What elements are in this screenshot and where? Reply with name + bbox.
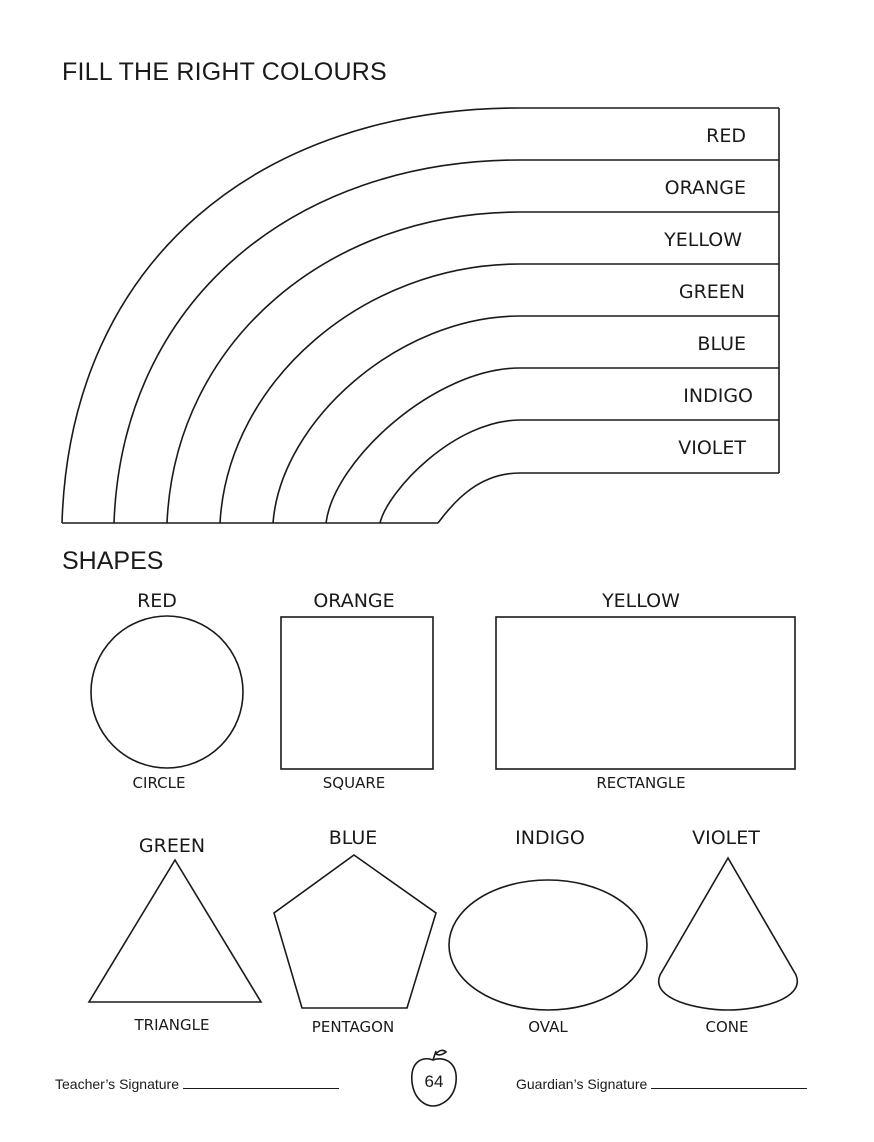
teacher-signature-label: Teacher’s Signature <box>55 1076 180 1092</box>
teacher-signature-line[interactable] <box>183 1076 339 1089</box>
oval-name-label: OVAL <box>528 1018 568 1036</box>
rectangle-colour-label: YELLOW <box>602 590 680 612</box>
triangle-name-label: TRIANGLE <box>134 1016 210 1034</box>
page-number: 64 <box>424 1072 444 1091</box>
guardian-signature-line[interactable] <box>651 1076 807 1089</box>
band-label-orange: ORANGE <box>664 177 746 199</box>
cone-name-label: CONE <box>705 1018 749 1036</box>
pentagon-name-label: PENTAGON <box>311 1018 395 1036</box>
guardian-signature-label: Guardian’s Signature <box>516 1076 648 1092</box>
oval-colour-label: INDIGO <box>515 827 585 849</box>
square-name-label: SQUARE <box>322 774 386 792</box>
circle-colour-label: RED <box>137 590 177 612</box>
rainbow-arc-inner <box>438 473 779 523</box>
pentagon-colour-label: BLUE <box>328 827 378 849</box>
square-outline <box>281 617 433 769</box>
rainbow-arc-orange <box>114 160 779 523</box>
page-title: FILL THE RIGHT COLOURS <box>62 58 387 86</box>
pentagon-outline <box>274 855 436 1008</box>
guardian-signature <box>516 1076 807 1092</box>
shapes-heading: SHAPES <box>62 547 164 575</box>
circle-outline <box>91 616 243 768</box>
band-label-blue: BLUE <box>697 333 746 355</box>
rectangle-outline <box>496 617 795 769</box>
oval-outline <box>449 880 647 1010</box>
band-label-green: GREEN <box>678 281 745 303</box>
cone-colour-label: VIOLET <box>692 827 760 849</box>
band-label-indigo: INDIGO <box>683 385 753 407</box>
circle-name-label: CIRCLE <box>132 774 186 792</box>
rainbow-diagram <box>62 108 779 523</box>
triangle-colour-label: GREEN <box>138 835 206 857</box>
triangle-outline <box>89 860 261 1002</box>
teacher-signature <box>55 1076 339 1092</box>
rainbow-arc-violet <box>380 420 779 523</box>
rectangle-name-label: RECTANGLE <box>596 774 686 792</box>
square-colour-label: ORANGE <box>313 590 395 612</box>
band-label-red: RED <box>706 125 746 147</box>
band-label-violet: VIOLET <box>678 437 746 459</box>
band-label-yellow: YELLOW <box>664 229 742 251</box>
cone-outline <box>659 858 798 1010</box>
